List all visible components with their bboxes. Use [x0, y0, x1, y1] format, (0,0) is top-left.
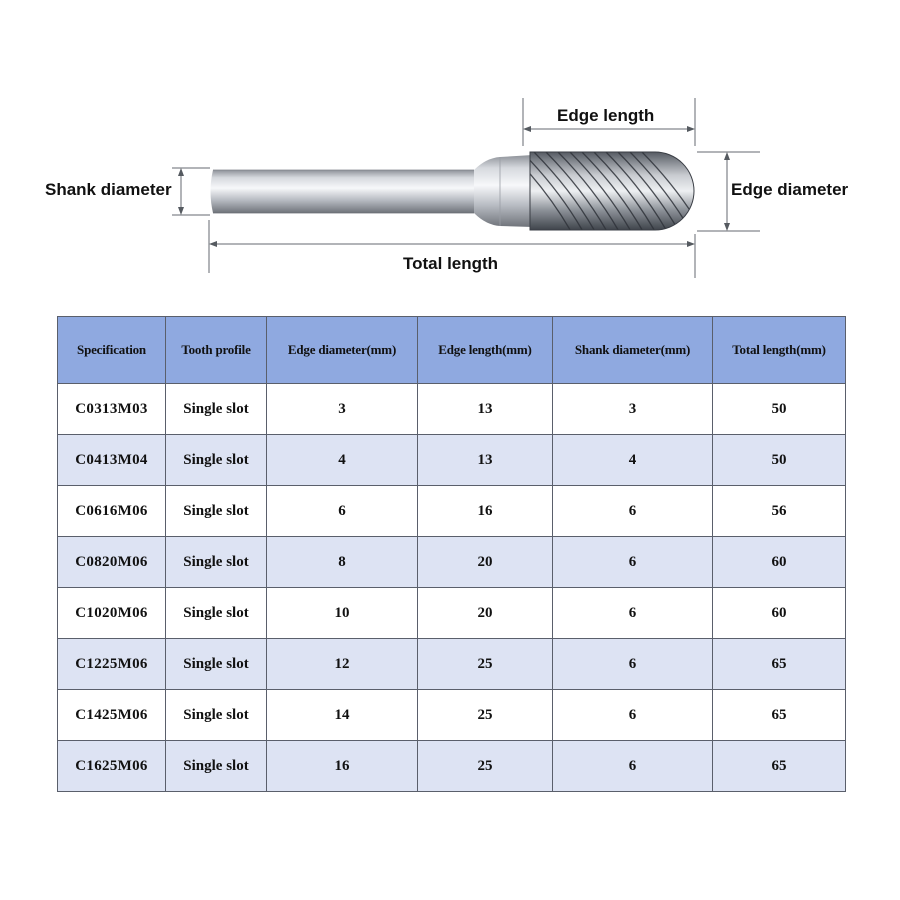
- cell-total-length: 50: [713, 435, 846, 486]
- cell-edge-diameter: 3: [267, 384, 418, 435]
- cell-specification: C0313M03: [58, 384, 166, 435]
- cell-edge-diameter: 10: [267, 588, 418, 639]
- cell-specification: C1020M06: [58, 588, 166, 639]
- header-edge-length: Edge length(mm): [418, 317, 553, 384]
- cell-shank-diameter: 6: [553, 537, 713, 588]
- table-row: [58, 384, 846, 435]
- cell-edge-length: 13: [418, 384, 553, 435]
- table-row: [58, 639, 846, 690]
- edge-length-label: Edge length: [557, 106, 655, 125]
- cell-tooth-profile: Single slot: [166, 690, 267, 741]
- cell-shank-diameter: 4: [553, 435, 713, 486]
- table-row: [58, 588, 846, 639]
- cell-tooth-profile: Single slot: [166, 639, 267, 690]
- cell-tooth-profile: Single slot: [166, 537, 267, 588]
- cell-specification: C1425M06: [58, 690, 166, 741]
- cell-edge-diameter: 14: [267, 690, 418, 741]
- cell-edge-diameter: 12: [267, 639, 418, 690]
- cell-edge-length: 13: [418, 435, 553, 486]
- cell-edge-diameter: 8: [267, 537, 418, 588]
- cell-edge-length: 25: [418, 639, 553, 690]
- burr-dimension-diagram: [0, 0, 900, 300]
- cell-shank-diameter: 6: [553, 639, 713, 690]
- total-length-label: Total length: [403, 254, 499, 273]
- shank: [211, 170, 475, 213]
- cell-tooth-profile: Single slot: [166, 486, 267, 537]
- cell-total-length: 65: [713, 690, 846, 741]
- cell-edge-length: 20: [418, 537, 553, 588]
- specification-table: [57, 316, 846, 792]
- cell-shank-diameter: 3: [553, 384, 713, 435]
- cell-specification: C1225M06: [58, 639, 166, 690]
- table-row: [58, 690, 846, 741]
- table-row: [58, 741, 846, 792]
- cell-total-length: 50: [713, 384, 846, 435]
- cell-tooth-profile: Single slot: [166, 588, 267, 639]
- cell-total-length: 60: [713, 537, 846, 588]
- cell-tooth-profile: Single slot: [166, 384, 267, 435]
- cell-tooth-profile: Single slot: [166, 435, 267, 486]
- cell-total-length: 60: [713, 588, 846, 639]
- header-edge-diameter: Edge diameter(mm): [267, 317, 418, 384]
- cell-edge-diameter: 4: [267, 435, 418, 486]
- cell-specification: C1625M06: [58, 741, 166, 792]
- cell-edge-length: 25: [418, 690, 553, 741]
- cell-shank-diameter: 6: [553, 690, 713, 741]
- shank-diameter-label: Shank diameter: [45, 180, 172, 199]
- cell-tooth-profile: Single slot: [166, 741, 267, 792]
- header-tooth-profile: Tooth profile: [166, 317, 267, 384]
- cell-edge-length: 25: [418, 741, 553, 792]
- cell-total-length: 65: [713, 639, 846, 690]
- cell-edge-diameter: 6: [267, 486, 418, 537]
- cell-edge-diameter: 16: [267, 741, 418, 792]
- edge-diameter-label: Edge diameter: [731, 180, 849, 199]
- cell-specification: C0413M04: [58, 435, 166, 486]
- cell-edge-length: 20: [418, 588, 553, 639]
- cell-shank-diameter: 6: [553, 588, 713, 639]
- table-row: [58, 435, 846, 486]
- cell-specification: C0616M06: [58, 486, 166, 537]
- table-row: [58, 486, 846, 537]
- header-shank-diameter: Shank diameter(mm): [553, 317, 713, 384]
- table-header-row: [58, 317, 846, 384]
- cutting-head: [508, 150, 705, 235]
- header-specification: Specification: [58, 317, 166, 384]
- cell-total-length: 65: [713, 741, 846, 792]
- cell-specification: C0820M06: [58, 537, 166, 588]
- cell-shank-diameter: 6: [553, 741, 713, 792]
- neck: [474, 155, 533, 227]
- cell-total-length: 56: [713, 486, 846, 537]
- table-row: [58, 537, 846, 588]
- cell-shank-diameter: 6: [553, 486, 713, 537]
- header-total-length: Total length(mm): [713, 317, 846, 384]
- cell-edge-length: 16: [418, 486, 553, 537]
